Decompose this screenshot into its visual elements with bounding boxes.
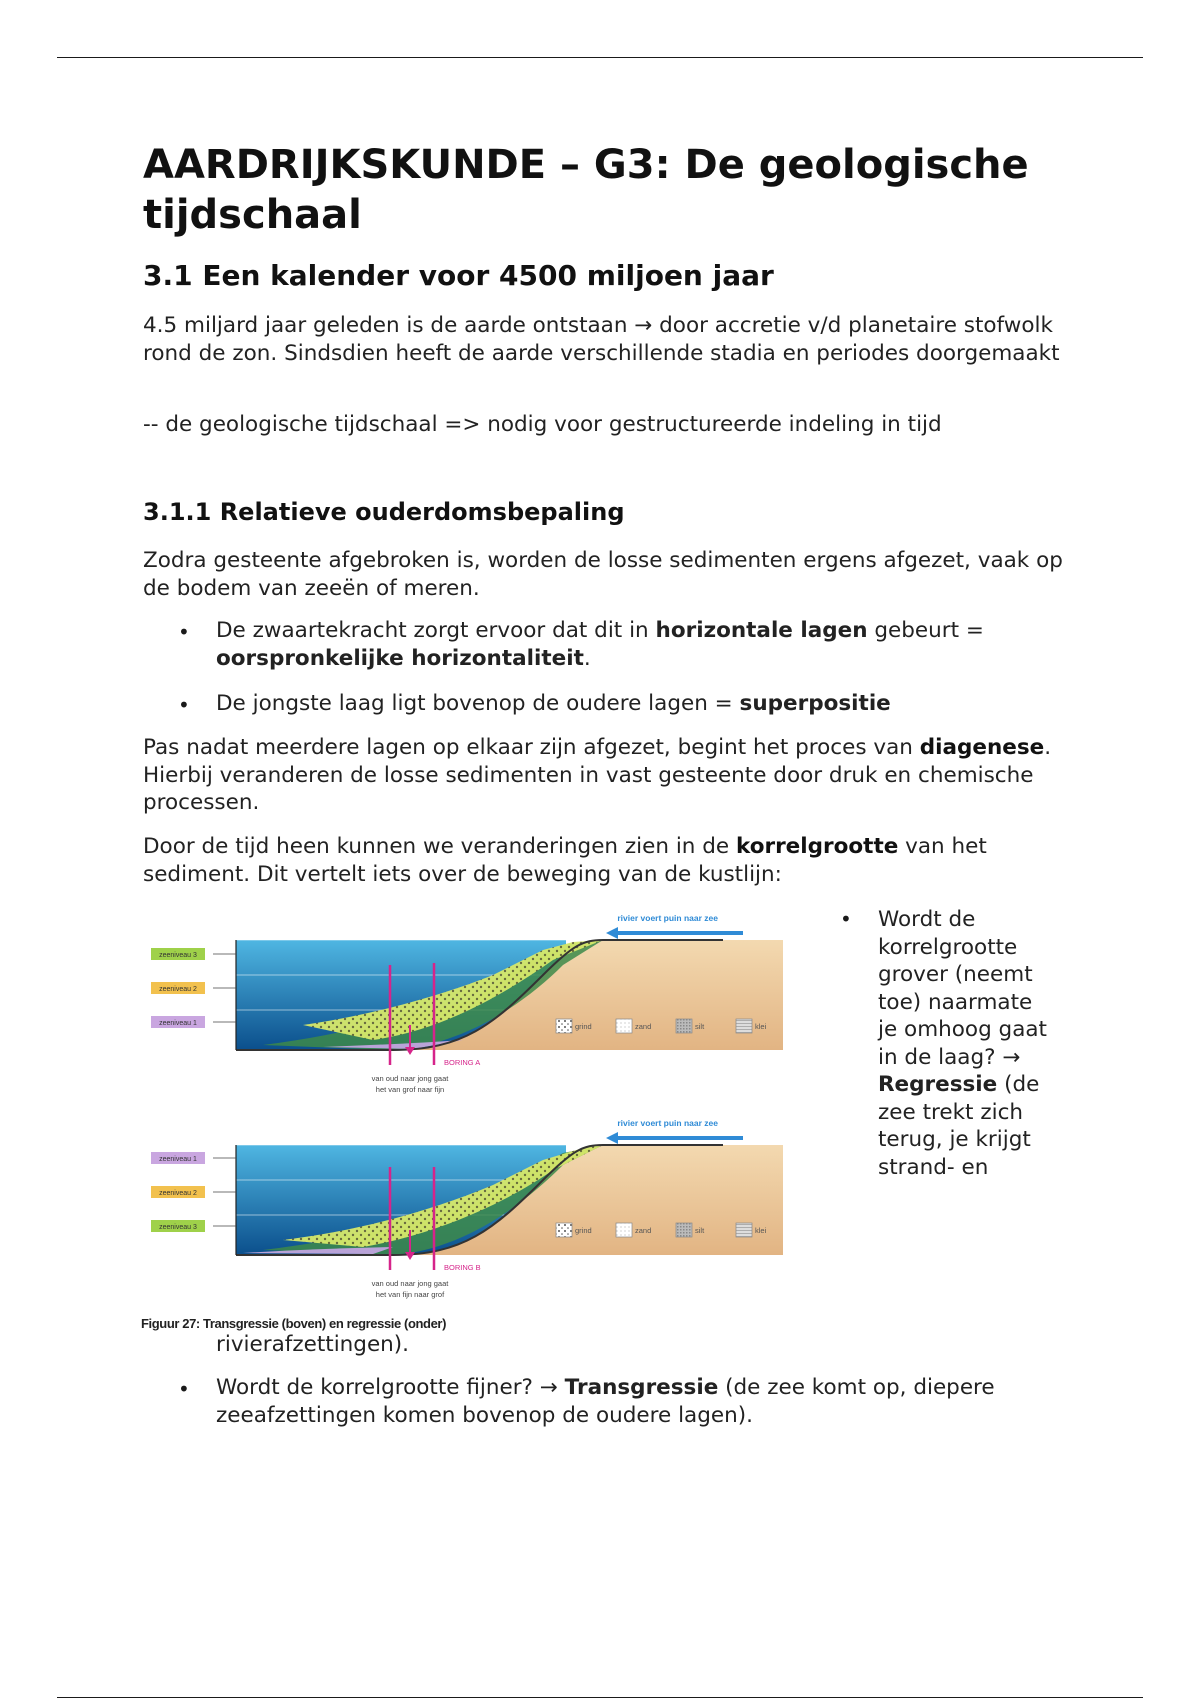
intro-paragraph-2: -- de geologische tijdschaal => nodig voor gestructureerde indeling in tijd bbox=[143, 412, 942, 437]
legend-swatch-klei bbox=[736, 1223, 752, 1237]
legend-swatch-silt bbox=[676, 1223, 692, 1237]
legend-label: zand bbox=[635, 1022, 652, 1031]
bullet-marker: • bbox=[840, 907, 852, 931]
bullet-regression: Wordt de korrelgrootte grover (neemt toe) naarmate je omhoog gaat in de laag? → Regressie (de zee trekt zich terug, je krijgt strand- en bbox=[878, 907, 1047, 1180]
bullet-marker: • bbox=[178, 620, 190, 644]
legend-swatch-zand bbox=[616, 1223, 632, 1237]
legend-swatch-klei bbox=[736, 1019, 752, 1033]
legend-label: zand bbox=[635, 1226, 652, 1235]
legend-label: silt bbox=[695, 1022, 705, 1031]
bottom-panel bbox=[151, 1118, 783, 1299]
sea-level-label: zeeniveau 1 bbox=[159, 1156, 197, 1163]
top-panel bbox=[151, 913, 783, 1094]
bottom-rule bbox=[57, 1697, 1143, 1698]
subsection-heading: 3.1.1 Relatieve ouderdomsbepaling bbox=[143, 498, 625, 526]
paragraph-grain-size: Door de tijd heen kunnen we veranderingen zien in de korrelgrootte van het sediment. Dit vertelt iets over de beweging van de kustlijn: bbox=[143, 834, 987, 887]
legend-label: silt bbox=[695, 1226, 705, 1235]
bullet-marker: • bbox=[178, 693, 190, 717]
river-label: rivier voert puin naar zee bbox=[617, 913, 718, 923]
legend-label: grind bbox=[575, 1022, 592, 1031]
legend-label: grind bbox=[575, 1226, 592, 1235]
legend-swatch-grind bbox=[556, 1223, 572, 1237]
legend-swatch-grind bbox=[556, 1019, 572, 1033]
bullet-transgression: Wordt de korrelgrootte fijner? → Transgressie (de zee komt op, diepere zeeafzettingen komen bovenop de oudere lagen). bbox=[216, 1375, 995, 1428]
legend-swatch-zand bbox=[616, 1019, 632, 1033]
boring-label: BORING B bbox=[444, 1263, 481, 1272]
bullet-superposition: De jongste laag ligt bovenop de oudere lagen = superpositie bbox=[216, 691, 891, 716]
river-label: rivier voert puin naar zee bbox=[617, 1118, 718, 1128]
section-heading: 3.1 Een kalender voor 4500 miljoen jaar bbox=[143, 259, 774, 292]
legend-label: klei bbox=[755, 1022, 767, 1031]
sea-level-label: zeeniveau 2 bbox=[159, 1190, 197, 1197]
boring-note: het van grof naar fijn bbox=[375, 1085, 445, 1094]
sea-level-label: zeeniveau 3 bbox=[159, 952, 197, 959]
sea-level-label: zeeniveau 2 bbox=[159, 986, 197, 993]
legend-label: klei bbox=[755, 1226, 767, 1235]
intro-paragraph: 4.5 miljard jaar geleden is de aarde ontstaan → door accretie v/d planetaire stofwolk rond de zon. Sindsdien heeft de aarde verschillende stadia en periodes doorgemaakt bbox=[143, 313, 1060, 366]
top-rule bbox=[57, 57, 1143, 58]
transgression-regression-figure bbox=[143, 905, 793, 1305]
page-title: AARDRIJKSKUNDE – G3: De geologische tijdschaal bbox=[143, 142, 1029, 238]
bullet-regression-continuation: rivierafzettingen). bbox=[216, 1332, 410, 1357]
figure-caption: Figuur 27: Transgressie (boven) en regressie (onder) bbox=[141, 1316, 447, 1331]
bullet-horizontality: De zwaartekracht zorgt ervoor dat dit in horizontale lagen gebeurt = oorspronkelijke horizontaliteit. bbox=[216, 618, 984, 671]
boring-note: van oud naar jong gaat bbox=[371, 1074, 449, 1083]
sea-level-label: zeeniveau 1 bbox=[159, 1020, 197, 1027]
sea-level-label: zeeniveau 3 bbox=[159, 1224, 197, 1231]
boring-note: van oud naar jong gaat bbox=[371, 1279, 449, 1288]
boring-label: BORING A bbox=[444, 1058, 481, 1067]
legend-swatch-silt bbox=[676, 1019, 692, 1033]
paragraph-diagenesis: Pas nadat meerdere lagen op elkaar zijn afgezet, begint het proces van diagenese. Hierbij veranderen de losse sedimenten in vast gesteente door druk en chemische processen. bbox=[143, 735, 1052, 815]
paragraph-sediments: Zodra gesteente afgebroken is, worden de losse sedimenten ergens afgezet, vaak op de bodem van zeeën of meren. bbox=[143, 548, 1063, 601]
bullet-marker: • bbox=[178, 1377, 190, 1401]
boring-note: het van fijn naar grof bbox=[375, 1290, 445, 1299]
